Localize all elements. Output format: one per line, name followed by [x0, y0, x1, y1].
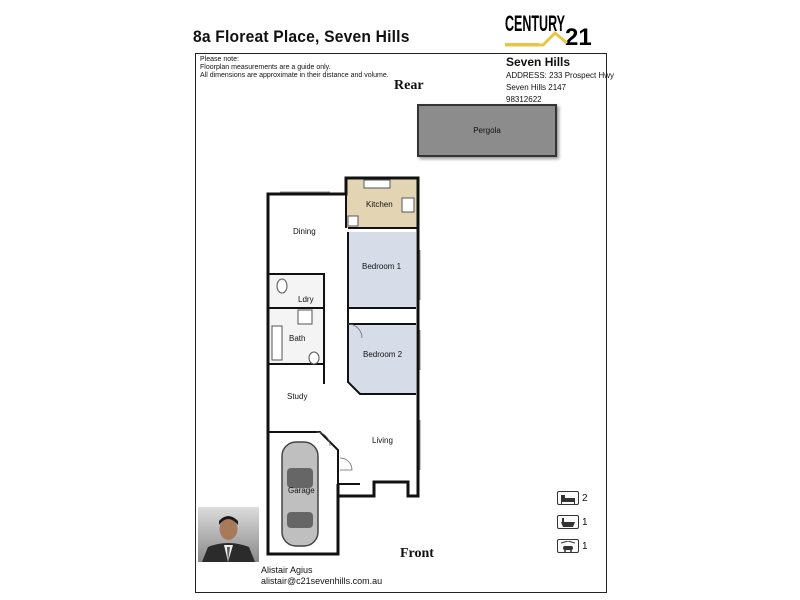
room-label-garage: Garage	[288, 486, 315, 495]
room-label-bath: Bath	[289, 334, 306, 343]
century21-logo	[503, 5, 595, 49]
note-line: All dimensions are approximate in their distance and volume.	[200, 72, 389, 79]
logo-number: 21	[565, 24, 592, 49]
bedroom2-fill	[348, 324, 416, 394]
agent-email[interactable]: alistair@c21sevenhills.com.au	[261, 576, 383, 586]
car-icon	[557, 539, 579, 553]
note-line: Please note:	[200, 56, 239, 63]
room-label-bedroom2: Bedroom 2	[363, 350, 403, 359]
floor-plan	[260, 170, 430, 560]
kitchen-sink-icon	[364, 180, 390, 188]
parking-count: 1	[582, 541, 588, 552]
logo-gold-bar	[505, 43, 539, 46]
bath-icon	[557, 515, 579, 529]
toilet-icon	[277, 279, 287, 293]
room-label-laundry: Ldry	[298, 295, 314, 304]
front-label: Front	[400, 546, 434, 561]
disclaimer-note	[200, 56, 389, 80]
bedroom-count: 2	[582, 493, 588, 504]
cooktop-icon	[402, 198, 414, 212]
bathroom-count: 1	[582, 517, 588, 528]
bath-toilet-icon	[309, 352, 319, 364]
fridge-icon	[348, 216, 358, 226]
bathtub-icon	[272, 326, 282, 360]
agent-name: Alistair Agius	[261, 565, 313, 575]
note-line: Floorplan measurements are a guide only.	[200, 64, 331, 71]
room-label-bedroom1: Bedroom 1	[362, 262, 402, 271]
rear-label: Rear	[394, 78, 424, 93]
room-label-dining: Dining	[293, 227, 316, 236]
agent-photo	[198, 507, 259, 562]
pergola-label: Pergola	[473, 126, 501, 135]
laundry-tub-icon	[298, 310, 312, 324]
office-name: Seven Hills	[506, 55, 571, 69]
bed-icon	[557, 491, 579, 505]
logo-wordmark: CENTURY	[505, 11, 566, 36]
pergola	[417, 104, 557, 157]
office-phone: 98312622	[506, 95, 542, 104]
office-address-line1: ADDRESS: 233 Prospect Hwy	[506, 71, 615, 80]
room-label-living: Living	[372, 436, 393, 445]
office-address-line2: Seven Hills 2147	[506, 83, 567, 92]
room-label-kitchen: Kitchen	[366, 200, 393, 209]
property-address-title: 8a Floreat Place, Seven Hills	[193, 27, 410, 46]
room-label-study: Study	[287, 392, 308, 401]
